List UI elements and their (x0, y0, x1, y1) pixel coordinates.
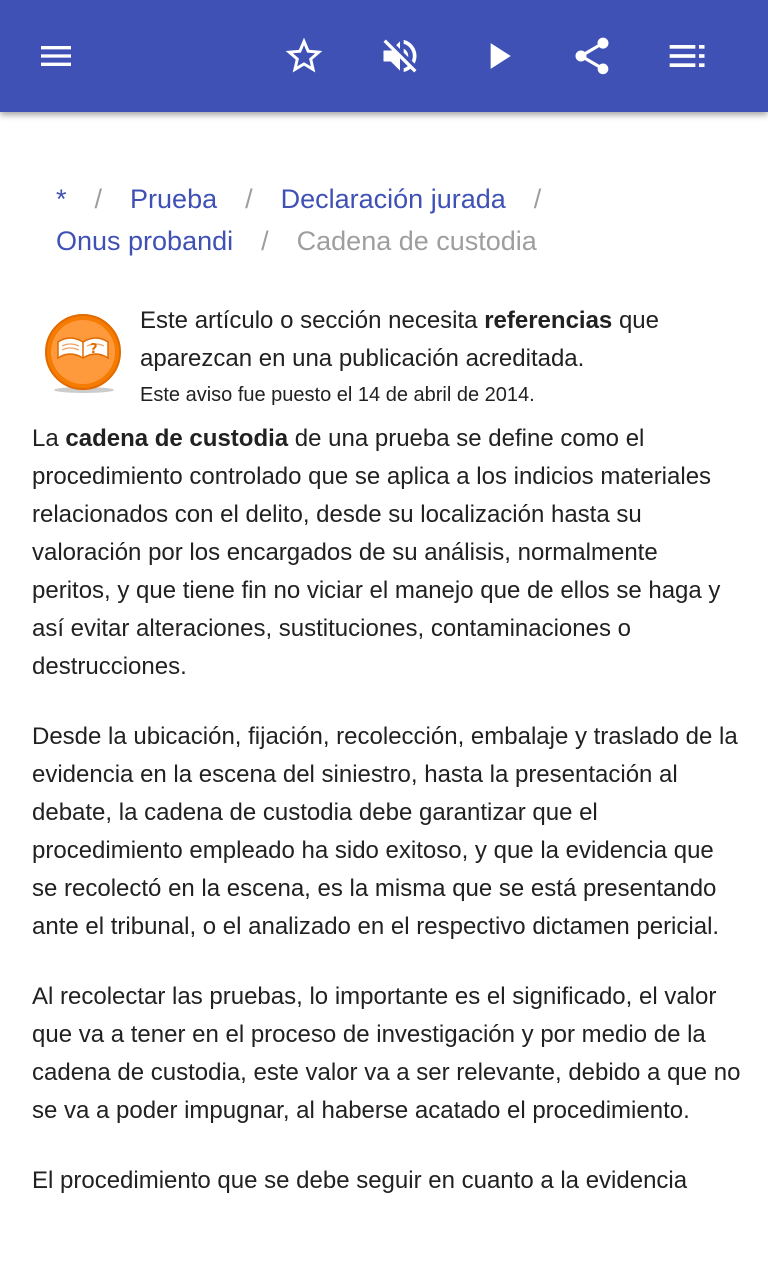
breadcrumb-separator: / (533, 184, 542, 214)
breadcrumb-separator: / (245, 184, 253, 214)
breadcrumb-current: Cadena de custodia (296, 226, 537, 256)
notice-bold-link[interactable]: referencias (484, 307, 613, 334)
share-icon (570, 34, 614, 78)
menu-button[interactable] (24, 24, 88, 88)
breadcrumb-item-prueba[interactable]: Prueba (130, 184, 218, 214)
share-button[interactable] (560, 24, 624, 88)
article-paragraph-1: La cadena de custodia de una prueba se define como el procedimiento controlado que se aplica a los indicios materiales relacionados con el delito, desde su localización hasta su valoración por los encargados de su análisis, normalmente peritos, y que tiene fin no viciar el manejo que de ellos se haga y así evitar alteraciones, sustituciones, contaminaciones o destrucciones. (32, 425, 721, 680)
favorite-button[interactable] (272, 24, 336, 88)
article-paragraph-2: Desde la ubicación, fijación, recolección, embalaje y traslado de la evidencia en la escena del siniestro, hasta la presentación al debate, la cadena de custodia debe garantizar que el procedimiento empleado ha sido exitoso, y que la evidencia que se recolectó en la escena, es la misma que se está presentando ante el tribunal, o el analizado en el respectivo dictamen pericial. (32, 723, 738, 940)
svg-text:?: ? (90, 342, 98, 357)
app-bar (0, 0, 768, 112)
book-question-icon (42, 312, 124, 394)
volume-off-icon (378, 34, 422, 78)
content-area (0, 112, 768, 1280)
breadcrumb-separator: / (261, 226, 269, 256)
play-icon (476, 34, 520, 78)
star-outline-icon (282, 34, 326, 78)
article-paragraph-3: Al recolectar las pruebas, lo importante es el significado, el valor que va a tener en el proceso de investigación y por medio de la cadena de custodia, este valor va a ser relevante, debido a que no se va a poder impugnar, al haberse acatado el procedimiento. (32, 983, 741, 1124)
menu-icon (36, 36, 76, 76)
mute-button[interactable] (368, 24, 432, 88)
references-notice (140, 302, 740, 410)
play-button[interactable] (466, 24, 530, 88)
breadcrumb (56, 178, 736, 262)
article-paragraph-4: El procedimiento que se debe seguir en cuanto a la evidencia (32, 1167, 688, 1194)
article-term: cadena de custodia (65, 425, 289, 452)
notice-message: Este artículo o sección necesita referencias que aparezcan en una publicación acreditada. (140, 307, 659, 372)
breadcrumb-item-root[interactable]: * (56, 184, 67, 214)
notice-date: Este aviso fue puesto el 14 de abril de 2014. (140, 384, 535, 406)
toc-button[interactable] (656, 24, 720, 88)
breadcrumb-item-onus-probandi[interactable]: Onus probandi (56, 226, 234, 256)
breadcrumb-separator: / (94, 184, 103, 214)
article-body (32, 420, 742, 1232)
playlist-icon (666, 34, 710, 78)
breadcrumb-item-declaracion-jurada[interactable]: Declaración jurada (280, 184, 506, 214)
